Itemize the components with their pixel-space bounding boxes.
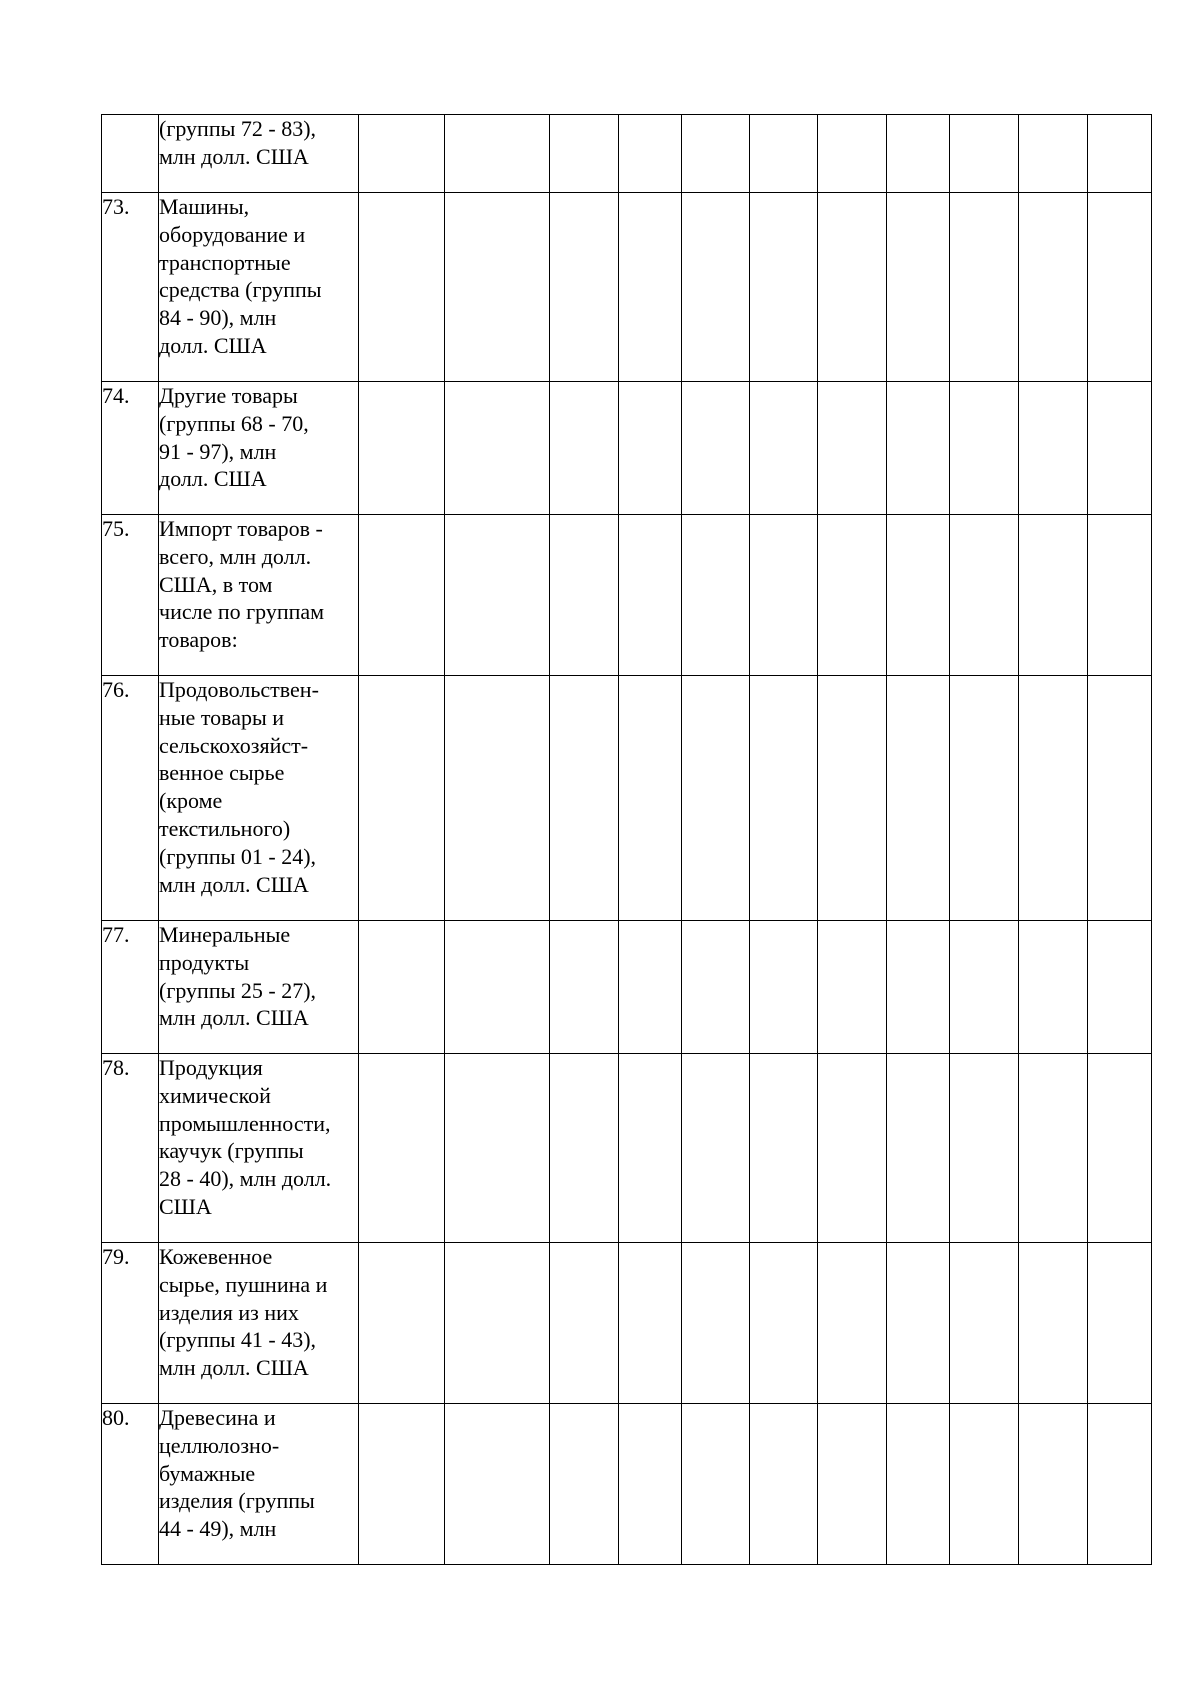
value-cell xyxy=(818,515,887,676)
value-cell xyxy=(359,1054,445,1243)
value-cell xyxy=(950,921,1019,1054)
table-row xyxy=(102,1404,1152,1565)
value-cell xyxy=(619,115,682,193)
value-cell xyxy=(619,676,682,921)
row-indicator-name: Минеральные продукты (группы 25 - 27), млн долл. США xyxy=(159,921,359,1054)
value-cell xyxy=(750,193,818,382)
row-number: 73. xyxy=(102,193,159,382)
value-cell xyxy=(682,193,750,382)
value-cell xyxy=(682,1054,750,1243)
value-cell xyxy=(950,193,1019,382)
value-cell xyxy=(682,515,750,676)
value-cell xyxy=(950,1243,1019,1404)
row-indicator-name: Импорт товаров - всего, млн долл. США, в том числе по группам товаров: xyxy=(159,515,359,676)
value-cell xyxy=(887,1054,950,1243)
value-cell xyxy=(950,515,1019,676)
value-cell xyxy=(1019,193,1088,382)
value-cell xyxy=(887,1243,950,1404)
value-cell xyxy=(359,515,445,676)
value-cell xyxy=(750,115,818,193)
value-cell xyxy=(1088,1243,1152,1404)
value-cell xyxy=(445,676,550,921)
value-cell xyxy=(818,193,887,382)
value-cell xyxy=(550,193,619,382)
row-number xyxy=(102,115,159,193)
value-cell xyxy=(550,1054,619,1243)
value-cell xyxy=(550,921,619,1054)
value-cell xyxy=(818,676,887,921)
value-cell xyxy=(1019,382,1088,515)
value-cell xyxy=(887,1404,950,1565)
value-cell xyxy=(1088,193,1152,382)
value-cell xyxy=(359,193,445,382)
value-cell xyxy=(550,515,619,676)
value-cell xyxy=(887,193,950,382)
value-cell xyxy=(445,193,550,382)
row-number: 80. xyxy=(102,1404,159,1565)
table-row xyxy=(102,921,1152,1054)
table-body xyxy=(102,115,1152,1565)
value-cell xyxy=(950,1054,1019,1243)
value-cell xyxy=(682,921,750,1054)
row-number: 74. xyxy=(102,382,159,515)
value-cell xyxy=(818,382,887,515)
value-cell xyxy=(619,1404,682,1565)
value-cell xyxy=(445,115,550,193)
value-cell xyxy=(750,1404,818,1565)
value-cell xyxy=(619,921,682,1054)
value-cell xyxy=(1019,115,1088,193)
table-row xyxy=(102,115,1152,193)
row-indicator-name: Другие товары (группы 68 - 70, 91 - 97), млн долл. США xyxy=(159,382,359,515)
value-cell xyxy=(445,1054,550,1243)
value-cell xyxy=(682,676,750,921)
row-indicator-name: Продовольствен- ные товары и сельскохозяйст- венное сырье (кроме текстильного) (группы 01 - 24), млн долл. США xyxy=(159,676,359,921)
value-cell xyxy=(1088,1404,1152,1565)
value-cell xyxy=(445,1404,550,1565)
row-indicator-name: Машины, оборудование и транспортные средства (группы 84 - 90), млн долл. США xyxy=(159,193,359,382)
value-cell xyxy=(619,193,682,382)
value-cell xyxy=(359,115,445,193)
row-number: 79. xyxy=(102,1243,159,1404)
value-cell xyxy=(1019,515,1088,676)
value-cell xyxy=(887,382,950,515)
row-indicator-name: Кожевенное сырье, пушнина и изделия из них (группы 41 - 43), млн долл. США xyxy=(159,1243,359,1404)
value-cell xyxy=(1019,1054,1088,1243)
value-cell xyxy=(1019,676,1088,921)
value-cell xyxy=(818,115,887,193)
value-cell xyxy=(950,1404,1019,1565)
value-cell xyxy=(750,921,818,1054)
value-cell xyxy=(550,676,619,921)
value-cell xyxy=(818,1243,887,1404)
value-cell xyxy=(445,921,550,1054)
row-number: 77. xyxy=(102,921,159,1054)
row-number: 76. xyxy=(102,676,159,921)
value-cell xyxy=(1088,1054,1152,1243)
value-cell xyxy=(619,1054,682,1243)
value-cell xyxy=(750,515,818,676)
value-cell xyxy=(359,921,445,1054)
value-cell xyxy=(445,1243,550,1404)
value-cell xyxy=(818,1054,887,1243)
value-cell xyxy=(682,382,750,515)
value-cell xyxy=(682,1243,750,1404)
value-cell xyxy=(359,1243,445,1404)
value-cell xyxy=(950,382,1019,515)
value-cell xyxy=(445,382,550,515)
value-cell xyxy=(1019,1404,1088,1565)
row-number: 75. xyxy=(102,515,159,676)
row-indicator-name: Продукция химической промышленности, каучук (группы 28 - 40), млн долл. США xyxy=(159,1054,359,1243)
table-row xyxy=(102,1243,1152,1404)
value-cell xyxy=(750,1243,818,1404)
value-cell xyxy=(682,115,750,193)
value-cell xyxy=(550,1404,619,1565)
value-cell xyxy=(619,382,682,515)
value-cell xyxy=(887,921,950,1054)
row-indicator-name: Древесина и целлюлозно- бумажные изделия (группы 44 - 49), млн xyxy=(159,1404,359,1565)
value-cell xyxy=(887,515,950,676)
value-cell xyxy=(682,1404,750,1565)
table-row xyxy=(102,1054,1152,1243)
table-row xyxy=(102,193,1152,382)
value-cell xyxy=(1088,676,1152,921)
value-cell xyxy=(1088,515,1152,676)
value-cell xyxy=(359,382,445,515)
value-cell xyxy=(818,1404,887,1565)
table-row xyxy=(102,382,1152,515)
table-row xyxy=(102,676,1152,921)
value-cell xyxy=(1088,382,1152,515)
value-cell xyxy=(950,115,1019,193)
value-cell xyxy=(750,1054,818,1243)
value-cell xyxy=(550,382,619,515)
value-cell xyxy=(619,515,682,676)
value-cell xyxy=(445,515,550,676)
value-cell xyxy=(750,676,818,921)
indicator-table xyxy=(101,114,1152,1565)
value-cell xyxy=(1019,921,1088,1054)
value-cell xyxy=(818,921,887,1054)
value-cell xyxy=(887,115,950,193)
value-cell xyxy=(550,1243,619,1404)
value-cell xyxy=(1019,1243,1088,1404)
value-cell xyxy=(1088,115,1152,193)
value-cell xyxy=(619,1243,682,1404)
table-row xyxy=(102,515,1152,676)
value-cell xyxy=(950,676,1019,921)
row-indicator-name: (группы 72 - 83), млн долл. США xyxy=(159,115,359,193)
value-cell xyxy=(550,115,619,193)
value-cell xyxy=(750,382,818,515)
value-cell xyxy=(359,676,445,921)
value-cell xyxy=(1088,921,1152,1054)
value-cell xyxy=(359,1404,445,1565)
value-cell xyxy=(887,676,950,921)
row-number: 78. xyxy=(102,1054,159,1243)
